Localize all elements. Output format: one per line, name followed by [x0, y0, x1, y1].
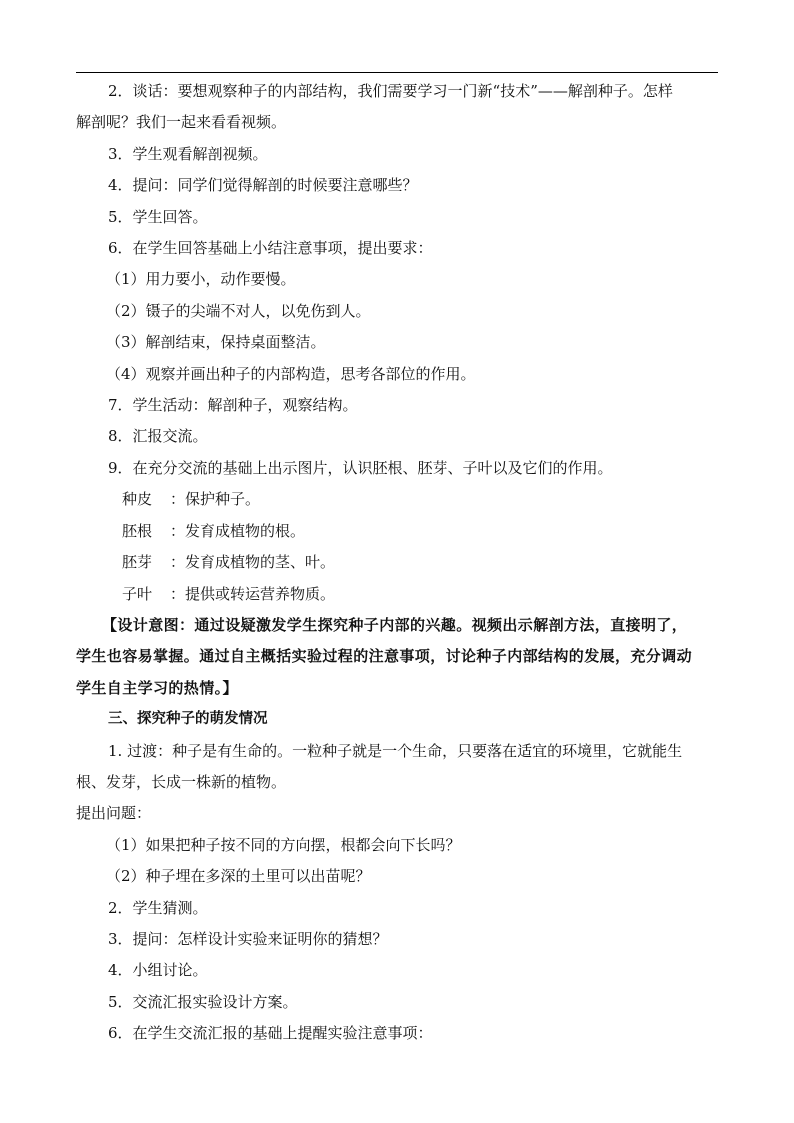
- term-name: 胚根: [122, 521, 153, 540]
- section-step-6: 6．在学生交流汇报的基础上提醒实验注意事项：: [108, 1024, 433, 1043]
- paragraph-step-4: 4．提问：同学们觉得解剖的时候要注意哪些？: [108, 176, 418, 195]
- paragraph-step-5: 5．学生回答。: [108, 207, 208, 226]
- term-name: 胚芽: [122, 553, 153, 572]
- term-desc: ：发育成植物的茎、叶。: [170, 553, 336, 572]
- term-row-seed-coat: [76, 484, 718, 515]
- term-name: 子叶: [122, 584, 153, 603]
- section-step-1: 1. 过渡：种子是有生命的。一粒种子就是一个生命，只要落在适宜的环境里，它就能生: [108, 741, 683, 760]
- paragraph-step-3: 3．学生观看解剖视频。: [108, 144, 268, 163]
- term-name: 种皮: [122, 490, 153, 509]
- section-step-3: 3．提问：怎样设计实验来证明你的猜想？: [108, 929, 388, 948]
- requirement-1: （1）用力要小，动作要慢。: [106, 270, 296, 289]
- paragraph-step-6: 6．在学生回答基础上小结注意事项，提出要求：: [108, 239, 433, 258]
- term-row-cotyledon: [76, 579, 718, 610]
- term-desc: ：提供或转运营养物质。: [170, 584, 336, 603]
- design-intent-line-3: 学生自主学习的热情。】: [76, 678, 238, 697]
- section-step-4: 4．小组讨论。: [108, 961, 208, 980]
- document-body: [76, 76, 718, 1050]
- section-step-2: 2．学生猜测。: [108, 898, 208, 917]
- term-desc: ：发育成植物的根。: [170, 521, 306, 540]
- requirement-4: （4）观察并画出种子的内部构造，思考各部位的作用。: [106, 364, 476, 383]
- section-step-1-cont: 根、发芽，长成一株新的植物。: [76, 772, 287, 791]
- paragraph-step-8: 8．汇报交流。: [108, 427, 208, 446]
- term-row-plumule: [76, 547, 718, 578]
- term-row-radicle: [76, 516, 718, 547]
- term-desc: ：保护种子。: [170, 490, 261, 509]
- section-heading: 三、探究种子的萌发情况: [108, 711, 268, 728]
- header-rule: [76, 72, 718, 73]
- requirement-2: （2）镊子的尖端不对人，以免伤到人。: [106, 301, 371, 320]
- question-1: （1）如果把种子按不同的方向摆，根都会向下长吗？: [106, 835, 461, 854]
- paragraph-step-7: 7．学生活动：解剖种子，观察结构。: [108, 396, 358, 415]
- paragraph-step-9: 9．在充分交流的基础上出示图片，认识胚根、胚芽、子叶以及它们的作用。: [108, 458, 613, 477]
- design-intent-line-1: 【设计意图：通过设疑激发学生探究种子内部的兴趣。视频出示解剖方法，直接明了，: [102, 615, 688, 634]
- section-step-5: 5．交流汇报实验设计方案。: [108, 992, 298, 1011]
- paragraph-step-2-cont: 解剖呢？我们一起来看看视频。: [76, 113, 287, 132]
- question-2: （2）种子埋在多深的土里可以出苗呢？: [106, 867, 371, 886]
- paragraph-step-2: 2．谈话：要想观察种子的内部结构，我们需要学习一门新“技术”——解剖种子。怎样: [108, 82, 673, 100]
- design-intent-line-2: 学生也容易掌握。通过自主概括实验过程的注意事项，讨论种子内部结构的发展，充分调动: [76, 647, 693, 666]
- requirement-3: （3）解剖结束，保持桌面整洁。: [106, 333, 326, 352]
- question-intro: 提出问题：: [76, 804, 152, 823]
